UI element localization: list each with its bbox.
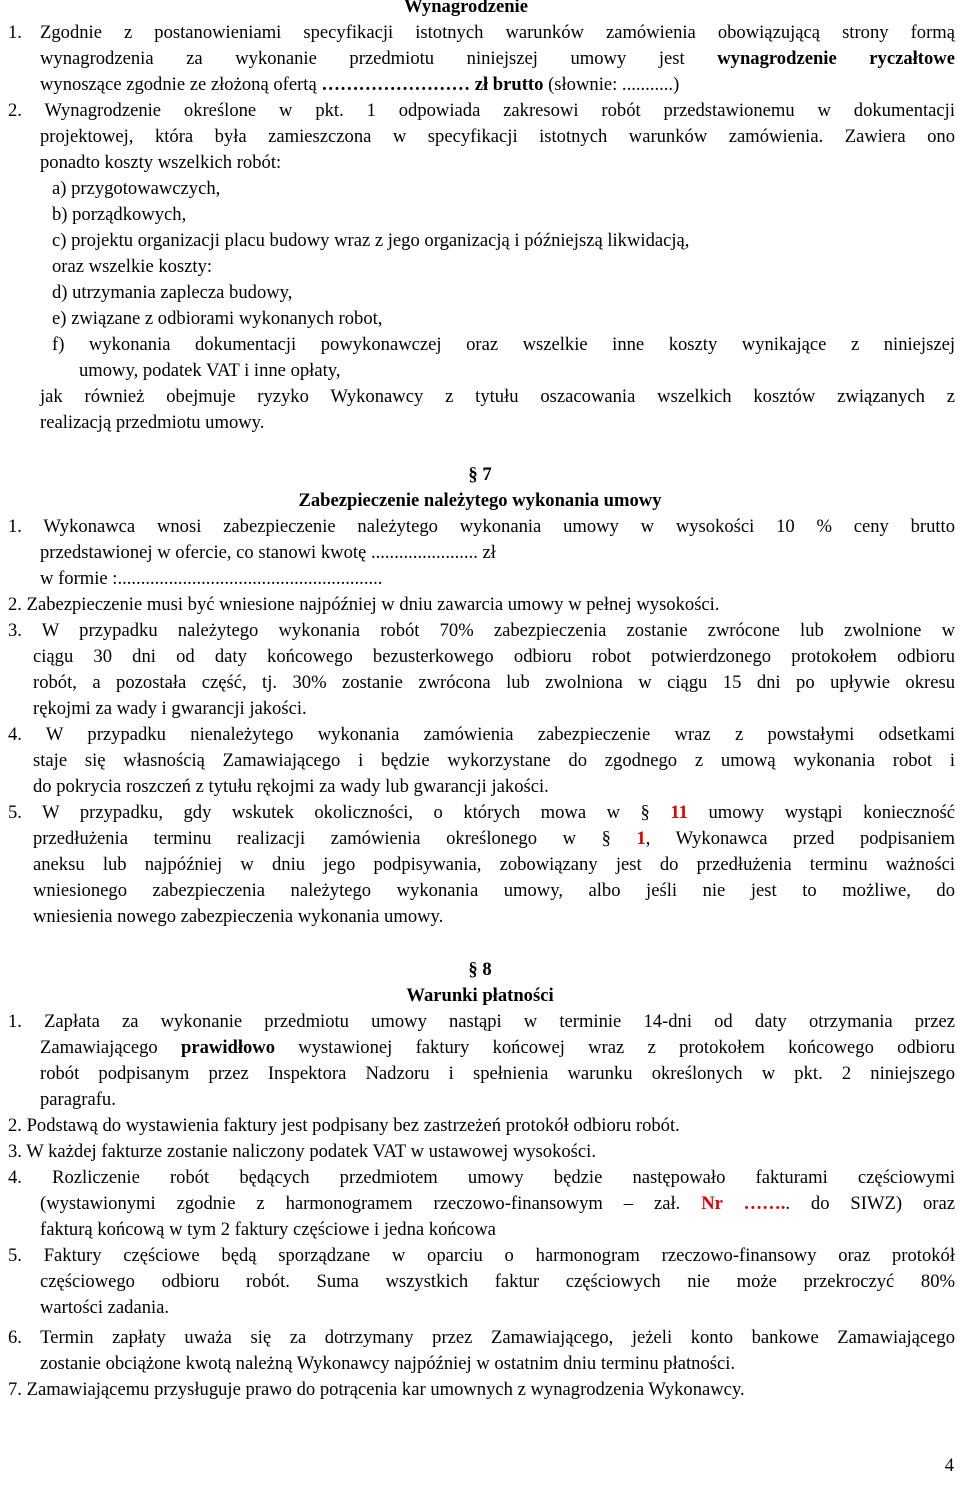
paragraph-line: realizacją przedmiotu umowy.	[40, 412, 265, 433]
paragraph-line: fakturą końcową w tym 2 faktury częściowe i jedna końcowa	[40, 1219, 496, 1240]
paragraph-line: do pokrycia roszczeń z tytułu rękojmi za wady lub gwarancji jakości.	[33, 776, 549, 797]
text-run: , Wykonawca przed podpisaniem	[645, 828, 955, 849]
list-item: e) związane z odbiorami wykonanych robot,	[52, 308, 383, 329]
paragraph-line: 7. Zamawiającemu przysługuje prawo do potrącenia kar umownych z wynagrodzenia Wykonawcy.	[8, 1379, 745, 1400]
text-run: . do SIWZ) oraz	[785, 1193, 955, 1214]
text-run: 5. W przypadku, gdy wskutek okoliczności, o których mowa w §	[8, 802, 671, 823]
paragraph-line: 4. Rozliczenie robót będących przedmiotem umowy będzie następowało fakturami częściowymi	[8, 1167, 955, 1188]
list-item: c) projektu organizacji placu budowy wraz z jego organizacją i późniejszą likwidacją,	[52, 230, 690, 251]
paragraph-line: zostanie obciążone kwotą należną Wykonawcy najpóźniej w ostatnim dniu terminu płatności.	[40, 1353, 736, 1374]
list-item: f) wykonania dokumentacji powykonawczej oraz wszelkie inne koszty wynikające z niniejszej	[52, 334, 955, 355]
paragraph-line: projektowej, która była zamieszczona w specyfikacji istotnych warunków zamówienia. Zawiera ono	[40, 126, 955, 147]
paragraph-line: aneksu lub najpóźniej w dniu jego podpisywania, zobowiązany jest do przedłużenia terminu ważności	[33, 854, 955, 875]
section-title: Warunki płatności	[406, 985, 554, 1006]
paragraph-line: 2. Zabezpieczenie musi być wniesione najpóźniej w dniu zawarcia umowy w pełnej wysokości.	[8, 594, 720, 615]
text-run: (słownie: ...........)	[543, 74, 680, 95]
paragraph-line: 5. Faktury częściowe będą sporządzane w oparciu o harmonogram rzeczowo-finansowy oraz protokół	[8, 1245, 955, 1266]
paragraph-line: wniesionego zabezpieczenia należytego wykonania umowy, albo jeśli nie jest to możliwe, do	[33, 880, 955, 901]
paragraph-line: rękojmi za wady i gwarancji jakości.	[33, 698, 307, 719]
paragraph-line: ciągu 30 dni od daty końcowego bezusterkowego odbioru robot potwierdzonego protokołem odbioru	[33, 646, 955, 667]
paragraph-line: wartości zadania.	[40, 1297, 170, 1318]
page-number: 4	[944, 1455, 954, 1476]
amount-placeholder: …………………… zł brutto	[321, 74, 544, 95]
paragraph-line	[33, 826, 955, 852]
paragraph-line: 1. Wykonawca wnosi zabezpieczenie należytego wykonania umowy w wysokości 10 % ceny brutto	[8, 516, 955, 537]
paragraph-line	[40, 46, 955, 72]
section-reference: 11	[670, 802, 688, 823]
paragraph-line: ponadto koszty wszelkich robót:	[40, 152, 282, 173]
section-number: § 8	[468, 959, 492, 980]
emphasis-text: prawidłowo	[181, 1037, 276, 1058]
emphasis-text: wynagrodzenie ryczałtowe	[717, 48, 955, 69]
paragraph-line: 2. Wynagrodzenie określone w pkt. 1 odpowiada zakresowi robót przedstawionemu w dokumentacji	[8, 100, 955, 121]
paragraph-line: 4. W przypadku nienależytego wykonania zamówienia zabezpieczenie wraz z powstałymi odsetkami	[8, 724, 955, 745]
text-run: Zamawiającego	[40, 1037, 181, 1058]
list-item: a) przygotowawczych,	[52, 178, 221, 199]
paragraph-line: 2. Podstawą do wystawienia faktury jest podpisany bez zastrzeżeń protokół odbioru robót.	[8, 1115, 680, 1136]
paragraph-line: staje się własnością Zamawiającego i będzie wykorzystane do zgodnego z umową wykonania robot i	[33, 750, 955, 771]
paragraph-line: w formie :.........................................................	[40, 568, 383, 589]
paragraph-line: przedstawionej w ofercie, co stanowi kwotę ....................... zł	[40, 542, 496, 563]
section-heading: Wynagrodzenie	[404, 0, 528, 17]
text-run: wynoszące zgodnie ze złożoną ofertą	[40, 74, 322, 95]
item-number: 1.	[8, 22, 22, 43]
paragraph-line: robót, a pozostała część, tj. 30% zostanie zwrócona lub zwolniona w ciągu 15 dni po upływie okresu	[33, 672, 955, 693]
paragraph-line: jak również obejmuje ryzyko Wykonawcy z tytułu oszacowania wszelkich kosztów związanych z	[40, 386, 955, 407]
paragraph-line: 6. Termin zapłaty uważa się za dotrzymany przez Zamawiającego, jeżeli konto bankowe Zamawiającego	[8, 1327, 955, 1348]
paragraph-line: 1. Zapłata za wykonanie przedmiotu umowy nastąpi w terminie 14-dni od daty otrzymania przez	[8, 1011, 955, 1032]
section-title: Zabezpieczenie należytego wykonania umowy	[298, 490, 662, 511]
text-run: (wystawionymi zgodnie z harmonogramem rzeczowo-finansowym – zał.	[40, 1193, 702, 1214]
paragraph-line	[40, 1035, 955, 1061]
paragraph-line: wniesienia nowego zabezpieczenia wykonania umowy.	[33, 906, 444, 927]
list-item: b) porządkowych,	[52, 204, 187, 225]
text-run: wynagrodzenia za wykonanie przedmiotu niniejszej umowy jest	[40, 48, 718, 69]
paragraph-line: paragrafu.	[40, 1089, 116, 1110]
paragraph-line: częściowego odbioru robót. Suma wszystkich faktur częściowych nie może przekroczyć 80%	[40, 1271, 955, 1292]
section-reference: 1	[636, 828, 646, 849]
list-item: d) utrzymania zaplecza budowy,	[52, 282, 293, 303]
paragraph-line: 3. W przypadku należytego wykonania robót 70% zabezpieczenia zostanie zwrócone lub zwolnione w	[8, 620, 955, 641]
attachment-number-placeholder: Nr …….	[701, 1193, 786, 1214]
section-number: § 7	[468, 464, 492, 485]
paragraph-line: robót podpisanym przez Inspektora Nadzoru i spełnienia warunku określonych w pkt. 2 niniejszego	[40, 1063, 955, 1084]
paragraph-line	[40, 72, 679, 98]
text-run: wystawionej faktury końcowej wraz z protokołem końcowego odbioru	[275, 1037, 956, 1058]
list-item: umowy, podatek VAT i inne opłaty,	[79, 360, 341, 381]
list-item: oraz wszelkie koszty:	[52, 256, 213, 277]
paragraph-line	[40, 1191, 955, 1217]
paragraph-line: 3. W każdej fakturze zostanie naliczony podatek VAT w ustawowej wysokości.	[8, 1141, 596, 1162]
text-run: przedłużenia terminu realizacji zamówienia określonego w §	[33, 828, 637, 849]
text-run: umowy wystąpi konieczność	[687, 802, 955, 823]
paragraph-line: Zgodnie z postanowieniami specyfikacji istotnych warunków zamówienia obowiązującą strony formą	[40, 22, 955, 43]
paragraph-line	[8, 800, 955, 826]
